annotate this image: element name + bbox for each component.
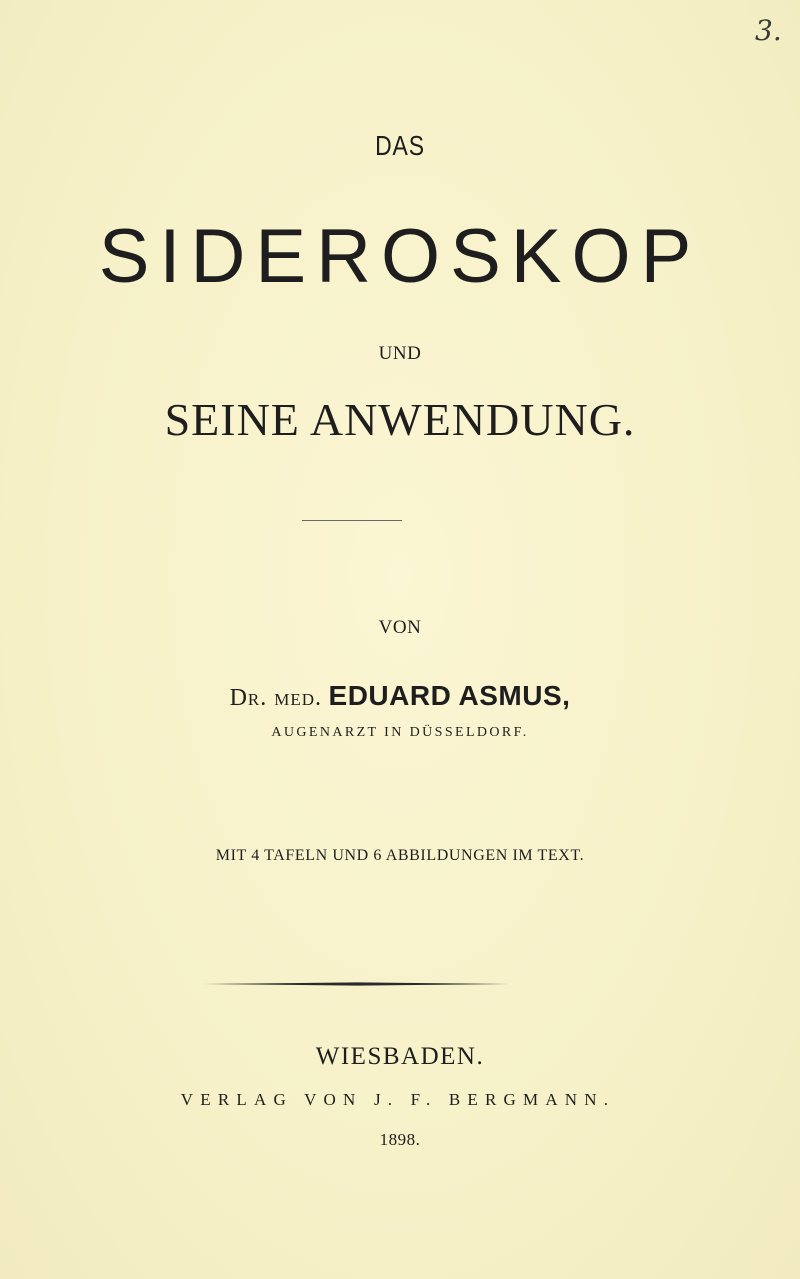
publication-city: WIESBADEN. (315, 1043, 485, 1070)
ornamental-divider (203, 982, 511, 986)
publisher: VERLAG VON J. F. BERGMANN. (180, 1090, 616, 1109)
main-title: SIDEROSKOP (98, 214, 702, 299)
by-label: VON (378, 617, 422, 638)
author-line (0, 680, 800, 712)
author-affiliation: AUGENARZT IN DÜSSELDORF. (271, 725, 529, 740)
subtitle: SEINE ANWENDUNG. (164, 394, 636, 445)
title-conjunction: UND (378, 343, 422, 364)
contents-note: MIT 4 TAFELN UND 6 ABBILDUNGEN IM TEXT. (215, 847, 585, 864)
title-article: DAS (375, 130, 425, 161)
handwritten-page-number: 3. (755, 14, 782, 47)
author-prefix: Dr. med. (229, 685, 323, 711)
author-name: EDUARD ASMUS, (328, 680, 571, 711)
short-divider (302, 520, 402, 521)
publication-year: 1898. (379, 1130, 421, 1149)
